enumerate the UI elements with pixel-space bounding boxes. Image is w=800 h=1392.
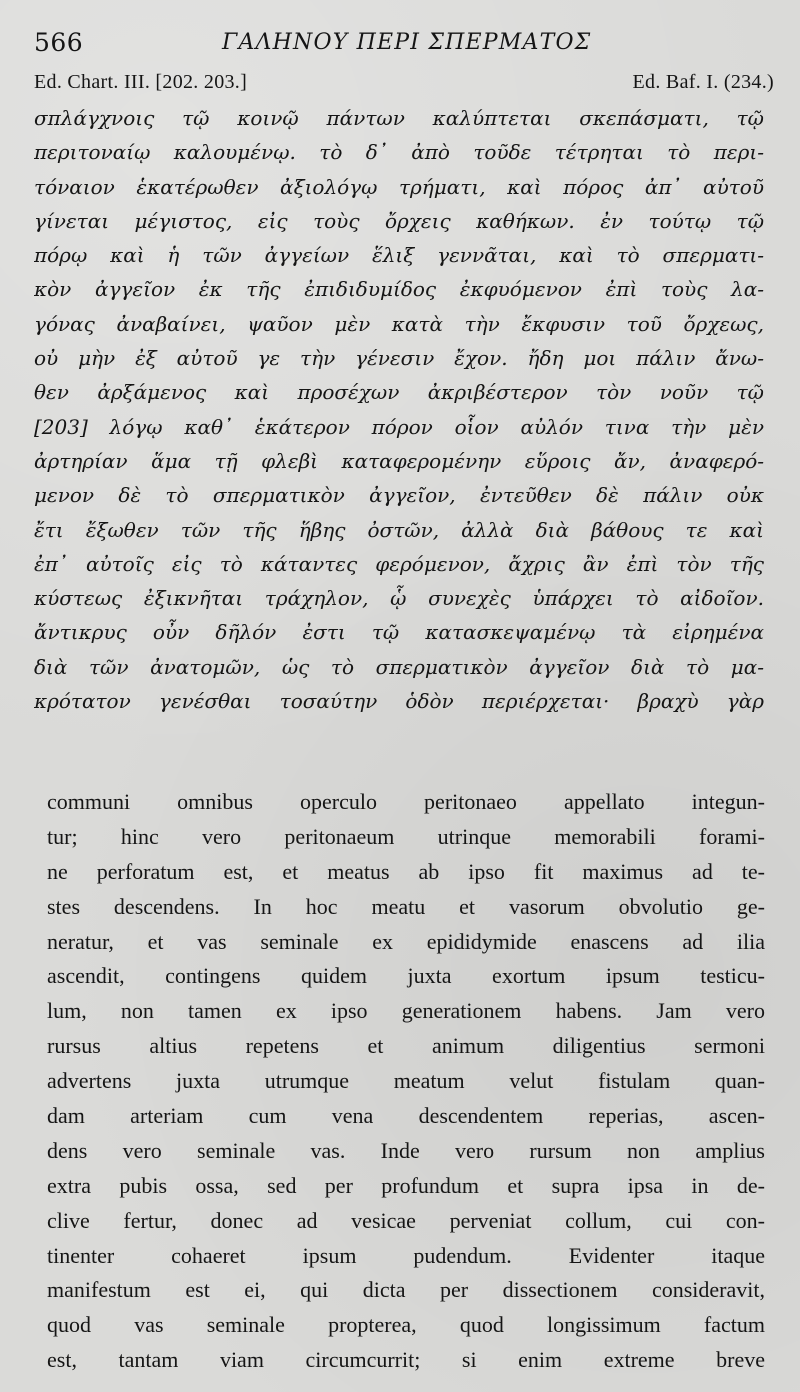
latin-line: ne perforatum est, et meatus ab ipso fit maximus ad te- bbox=[47, 858, 765, 884]
page-number: 566 bbox=[34, 28, 84, 57]
latin-line: stes descendens. In hoc meatu et vasorum obvolutio ge- bbox=[47, 893, 765, 919]
greek-line: ἀρτηρίαν ἅμα τῇ φλεβὶ καταφερομένην εὕροις ἄν, ἀναφερό- bbox=[34, 448, 764, 473]
latin-line: tinenter cohaeret ipsum pudendum. Evidenter itaque bbox=[47, 1242, 765, 1268]
greek-line: κὸν ἀγγεῖον ἐκ τῆς ἐπιδιδυμίδος ἐκφυόμενον ἐπὶ τοὺς λα- bbox=[34, 277, 764, 302]
edition-reference-line bbox=[34, 71, 774, 97]
greek-line: διὰ τῶν ἀνατομῶν, ὡς τὸ σπερματικὸν ἀγγεῖον διὰ τὸ μα- bbox=[34, 654, 764, 679]
greek-line: κύστεως ἐξικνῆται τράχηλον, ᾧ συνεχὲς ὑπάρχει τὸ αἰδοῖον. bbox=[34, 586, 764, 611]
latin-line: quod vas seminale propterea, quod longissimum factum bbox=[47, 1312, 765, 1338]
greek-line: [203] λόγῳ καθ᾽ ἑκάτερον πόρον οἷον αὐλόν τινα τὴν μὲν bbox=[34, 414, 764, 439]
latin-line: manifestum est ei, qui dicta per dissectionem consideravit, bbox=[47, 1277, 765, 1303]
latin-line: dam arteriam cum vena descendentem reperias, ascen- bbox=[47, 1103, 765, 1129]
latin-line: communi omnibus operculo peritonaeo appellato integun- bbox=[47, 789, 765, 814]
greek-line: σπλάγχνοις τῷ κοινῷ πάντων καλύπτεται σκεπάσματι, τῷ bbox=[34, 106, 764, 130]
greek-line: πόρῳ καὶ ἡ τῶν ἀγγείων ἕλιξ γεννᾶται, καὶ τὸ σπερματι- bbox=[34, 243, 764, 268]
latin-line: extra pubis ossa, sed per profundum et supra ipsa in de- bbox=[47, 1172, 765, 1198]
greek-line: γόνας ἀναβαίνει, ψαῦον μὲν κατὰ τὴν ἔκφυσιν τοῦ ὄρχεως, bbox=[34, 311, 764, 336]
latin-line: est, tantam viam circumcurrit; si enim extreme breve bbox=[47, 1347, 765, 1373]
greek-line: οὐ μὴν ἐξ αὐτοῦ γε τὴν γένεσιν ἔχον. ἤδη μοι πάλιν ἄνω- bbox=[34, 346, 764, 371]
latin-line: lum, non tamen ex ipso generationem habens. Jam vero bbox=[47, 998, 765, 1024]
latin-line: clive fertur, donec ad vesicae perveniat collum, cui con- bbox=[47, 1207, 765, 1233]
greek-line: ἔτι ἔξωθεν τῶν τῆς ἥβης ὀστῶν, ἀλλὰ διὰ βάθους τε καὶ bbox=[34, 517, 764, 542]
latin-line: dens vero seminale vas. Inde vero rursum non amplius bbox=[47, 1137, 765, 1163]
edition-reference-right: Ed. Baf. I. (234.) bbox=[632, 71, 774, 93]
latin-line: rursus altius repetens et animum diligentius sermoni bbox=[47, 1033, 765, 1059]
running-head: ΓΑΛΗΝΟΥ ΠΕΡΙ ΣΠΕΡΜΑΤΟΣ bbox=[222, 30, 592, 55]
greek-line: γίνεται μέγιστος, εἰς τοὺς ὄρχεις καθήκων. ἐν τούτῳ τῷ bbox=[34, 208, 764, 233]
latin-text-block bbox=[47, 785, 765, 1378]
latin-line: neratur, et vas seminale ex epididymide enascens ad ilia bbox=[47, 928, 765, 954]
latin-line: advertens juxta utrumque meatum velut fistulam quan- bbox=[47, 1068, 765, 1094]
edition-reference-left: Ed. Chart. III. [202. 203.] bbox=[34, 71, 248, 93]
greek-line: περιτοναίῳ καλουμένῳ. τὸ δ᾽ ἀπὸ τοῦδε τέτρηται τὸ περι- bbox=[34, 140, 764, 165]
greek-line: θεν ἀρξάμενος καὶ προσέχων ἀκριβέστερον τὸν νοῦν τῷ bbox=[34, 380, 764, 405]
greek-line: ἄντικρυς οὖν δῆλόν ἐστι τῷ κατασκεψαμένῳ τὰ εἰρημένα bbox=[34, 620, 764, 645]
greek-line: κρότατον γενέσθαι τοσαύτην ὁδὸν περιέρχεται· βραχὺ γὰρ bbox=[34, 689, 764, 714]
greek-text-block bbox=[34, 101, 764, 718]
greek-line: μενον δὲ τὸ σπερματικὸν ἀγγεῖον, ἐντεῦθεν δὲ πάλιν οὐκ bbox=[34, 483, 764, 508]
page-header bbox=[34, 28, 769, 60]
greek-line: τόναιον ἑκατέρωθεν ἀξιολόγῳ τρήματι, καὶ πόρος ἀπ᾽ αὐτοῦ bbox=[34, 174, 764, 199]
latin-line: tur; hinc vero peritonaeum utrinque memorabili forami- bbox=[47, 823, 765, 849]
greek-line: ἐπ᾽ αὐτοῖς εἰς τὸ κάταντες φερόμενον, ἄχρις ἂν ἐπὶ τὸν τῆς bbox=[34, 551, 764, 576]
latin-line: ascendit, contingens quidem juxta exortum ipsum testicu- bbox=[47, 963, 765, 989]
